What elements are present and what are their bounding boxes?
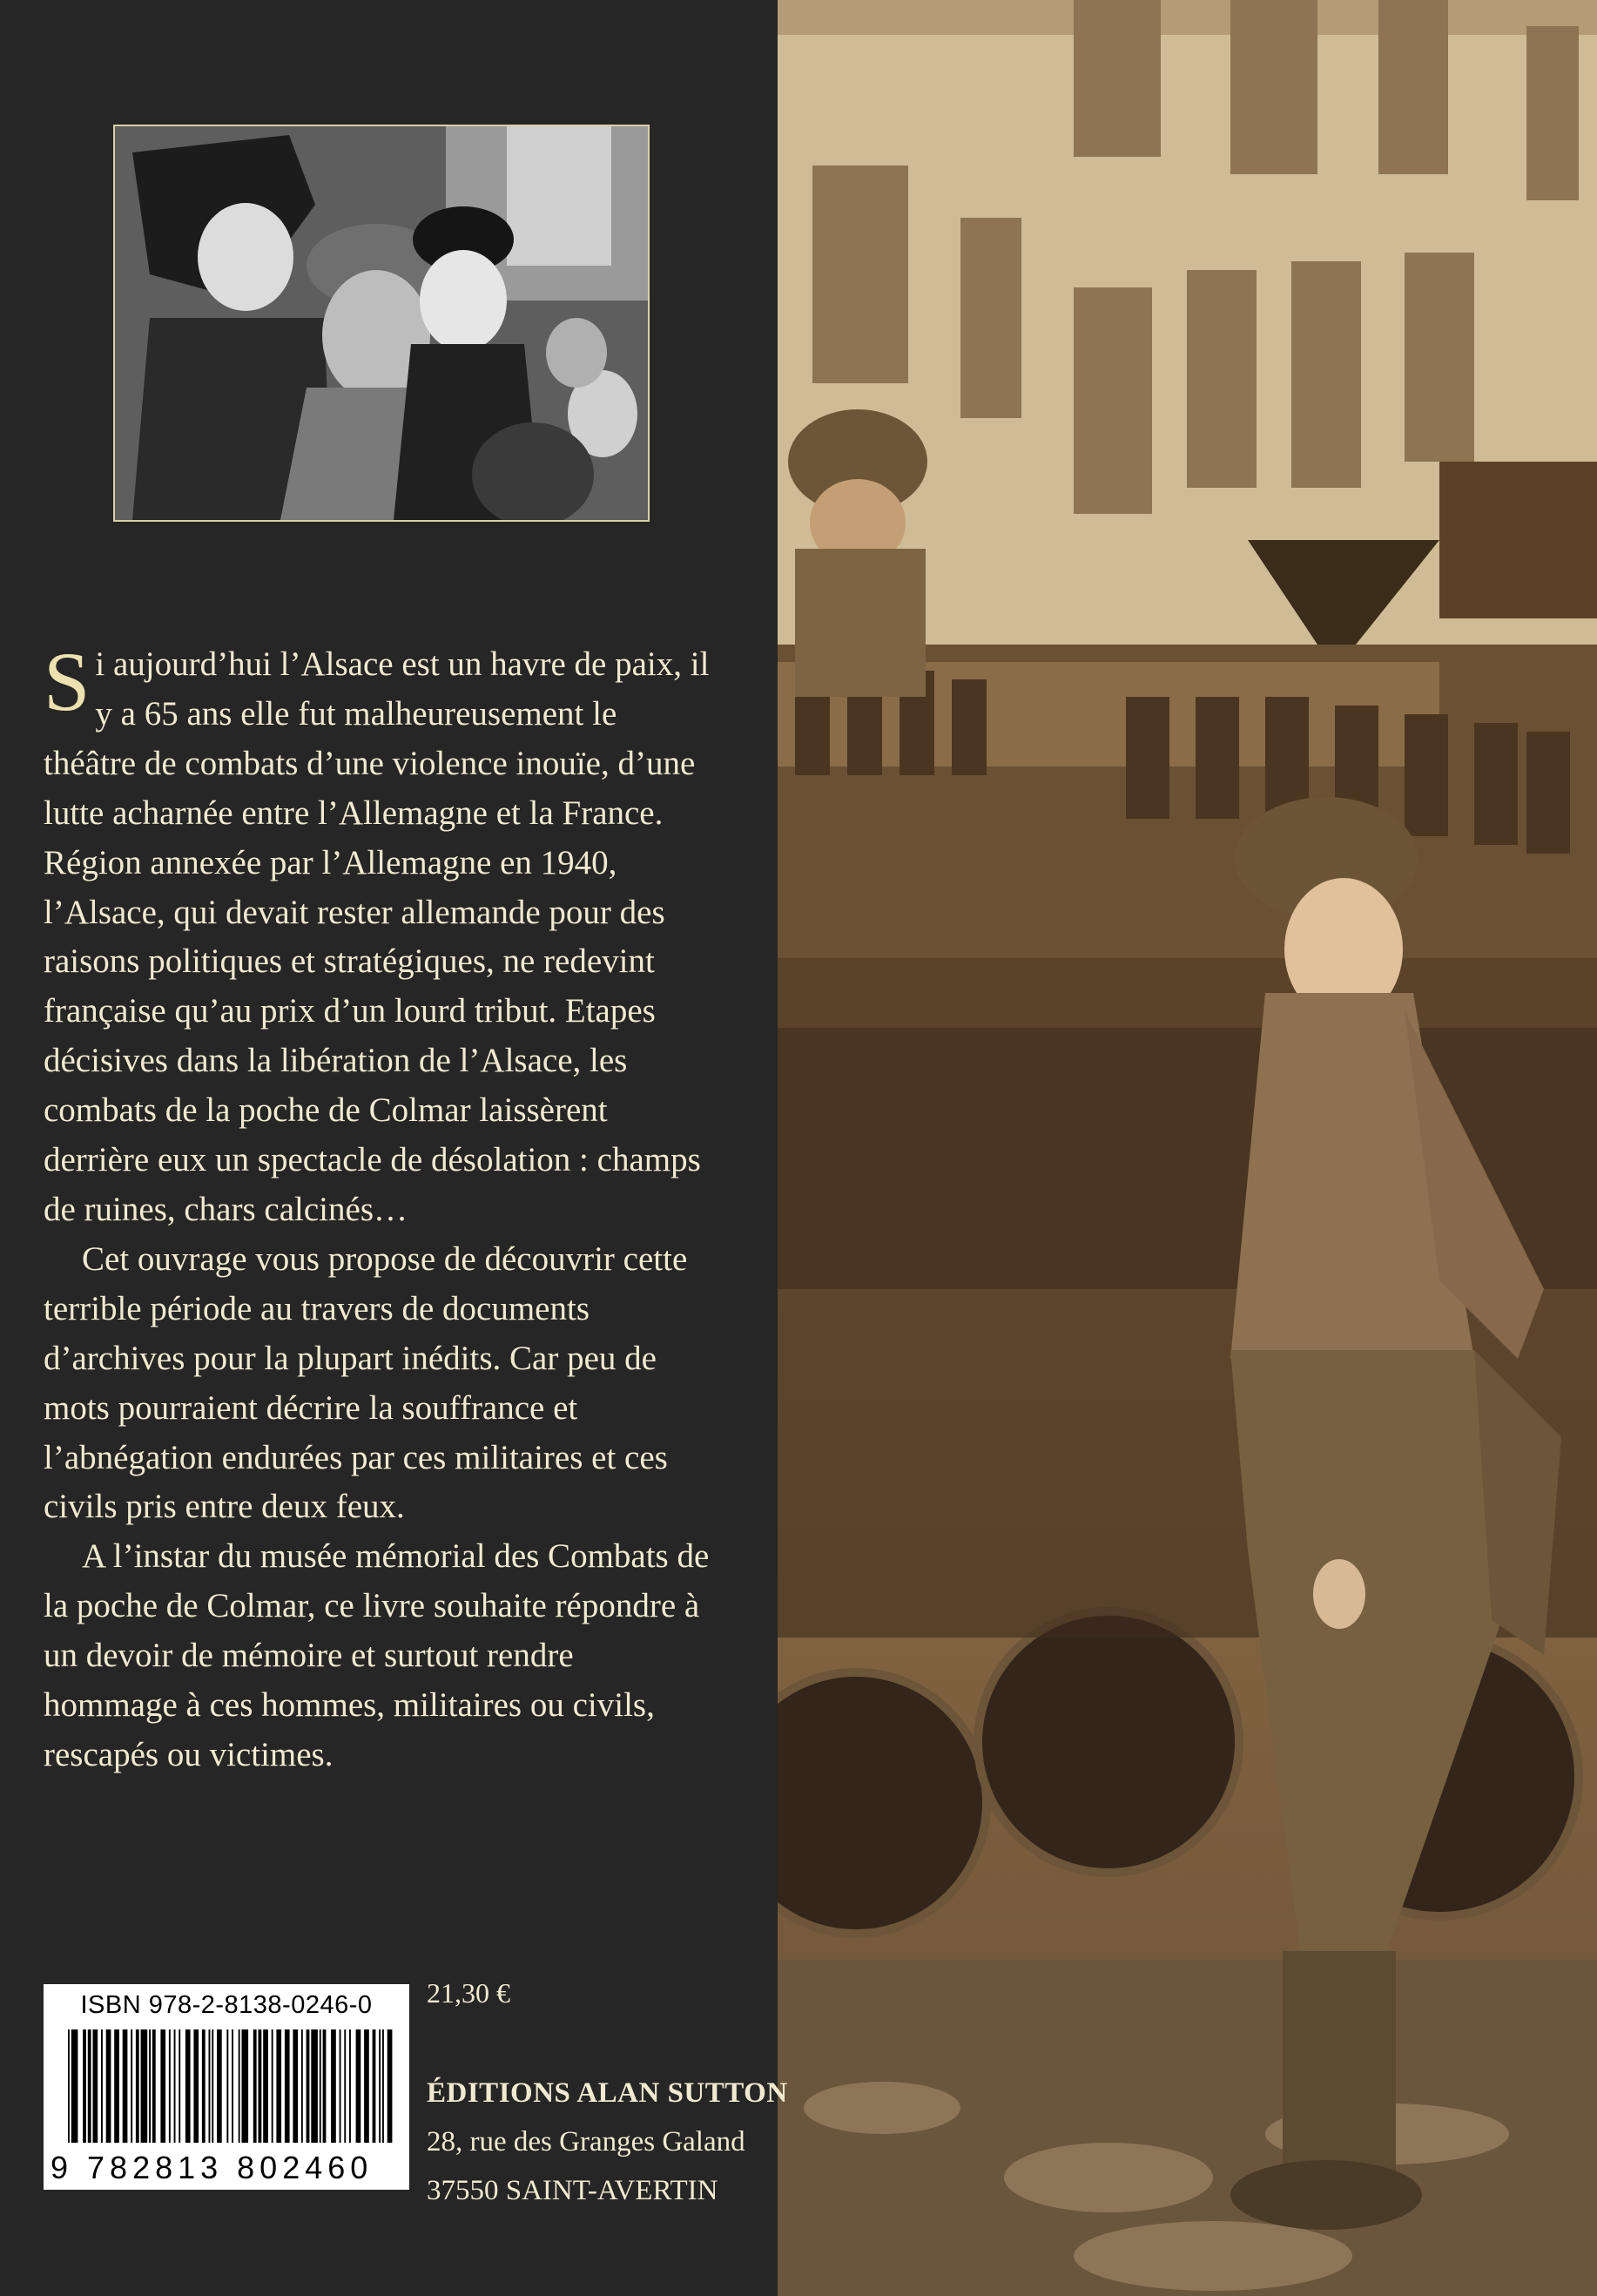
blurb-paragraph-1-text: i aujourd’hui l’Alsace est un havre de paix, il y a 65 ans elle fut malheureusement le théâtre de combats d’une violence inouïe, d’une lutte acharnée entre l’Allemagne et la France. Région annexée par l’Allemagne en 1940, l’Alsace, qui devait rester allemande pour des raisons politiques et stratégiques, ne redevint française qu’au prix d’un lourd tribut. Etapes décisives dans la libération de l’Alsace, les combats de la poche de Colmar laissèrent derrière eux un spectacle de désolation : champs de ruines, chars calcinés… xyxy=(44,645,710,1228)
barcode-bar xyxy=(379,2029,381,2143)
barcode-bar xyxy=(212,2029,213,2143)
barcode-bar xyxy=(263,2029,268,2143)
soldier-tank-photo xyxy=(778,0,1597,2296)
barcode-bar xyxy=(106,2029,111,2143)
barcode-bar xyxy=(185,2029,191,2143)
barcode-bar xyxy=(373,2029,376,2143)
barcode-bar xyxy=(174,2029,176,2143)
barcode-bar xyxy=(202,2029,206,2143)
isbn-label: ISBN 978-2-8138-0246-0 xyxy=(80,1991,373,2019)
barcode-bar xyxy=(193,2029,199,2143)
barcode-bar xyxy=(344,2029,346,2143)
barcode-bar xyxy=(364,2029,369,2143)
barcode-bar xyxy=(209,2029,211,2143)
barcode-bar xyxy=(136,2029,139,2143)
barcode-bar xyxy=(131,2029,132,2143)
barcode-bar xyxy=(242,2029,249,2143)
barcode-bar xyxy=(323,2029,327,2143)
barcode-bar xyxy=(340,2029,341,2143)
barcode-bar xyxy=(93,2029,98,2143)
back-cover-blurb xyxy=(44,635,714,1780)
barcode-bar xyxy=(272,2029,273,2143)
barcode-bar xyxy=(179,2029,180,2143)
barcode-bar xyxy=(285,2029,290,2143)
barcode-bar xyxy=(349,2029,351,2143)
barcode-bar xyxy=(232,2029,233,2143)
barcode-bar xyxy=(301,2029,303,2143)
barcode-bar xyxy=(276,2029,281,2143)
barcode-bar xyxy=(311,2029,318,2143)
barcode-bar xyxy=(160,2029,165,2143)
price: 21,30 € xyxy=(427,1977,510,2009)
barcode-bar xyxy=(217,2029,222,2143)
barcode-bar xyxy=(331,2029,336,2143)
blurb-paragraph-1 xyxy=(44,635,714,1235)
barcode-bars xyxy=(68,2029,395,2143)
barcode-digits: 9 782813 802460 xyxy=(51,2150,374,2185)
barcode-bar xyxy=(387,2029,393,2143)
barcode-bar xyxy=(101,2029,103,2143)
blurb-paragraph-3: A l’instar du musée mémorial des Combats de la poche de Colmar, ce livre souhaite répondre à un devoir de mémoire et surtout rendre hommage à ces hommes, militaires ou civils, rescapés ou victimes. xyxy=(44,1537,710,1773)
publisher-block xyxy=(427,2069,788,2215)
publisher-name: ÉDITIONS ALAN SUTTON xyxy=(427,2077,788,2109)
barcode-bar xyxy=(226,2029,228,2143)
barcode-bar xyxy=(68,2029,70,2143)
barcode-bar xyxy=(71,2029,78,2143)
barcode-bar xyxy=(141,2029,148,2143)
barcode-bar xyxy=(307,2029,310,2143)
publisher-street: 28, rue des Granges Galand xyxy=(427,2126,745,2158)
barcode-bar xyxy=(382,2029,384,2143)
barcode-bar xyxy=(88,2029,91,2143)
barcode-bar xyxy=(320,2029,321,2143)
barcode-bar xyxy=(239,2029,240,2143)
barcode-bar xyxy=(356,2029,361,2143)
barcode-bar xyxy=(169,2029,171,2143)
publisher-city: 37550 SAINT-AVERTIN xyxy=(427,2175,718,2206)
barcode-bar xyxy=(114,2029,119,2143)
isbn-barcode xyxy=(44,1984,409,2190)
barcode-bar xyxy=(149,2029,151,2143)
barcode-bar xyxy=(293,2029,298,2143)
drop-cap: S xyxy=(44,635,91,728)
inset-photo-soldier-children xyxy=(113,125,650,522)
barcode-bar xyxy=(152,2029,156,2143)
barcode-bar xyxy=(83,2029,86,2143)
barcode-bar xyxy=(123,2029,128,2143)
blurb-paragraph-2: Cet ouvrage vous propose de découvrir cette terrible période au travers de documents d’archives pour la plupart inédits. Car peu de mots pourraient décrire la souffrance et l’abnégation endurées par ces militaires et ces civils pris entre deux feux. xyxy=(44,1239,688,1526)
barcode-bar xyxy=(259,2029,262,2143)
barcode-bar xyxy=(253,2029,257,2143)
